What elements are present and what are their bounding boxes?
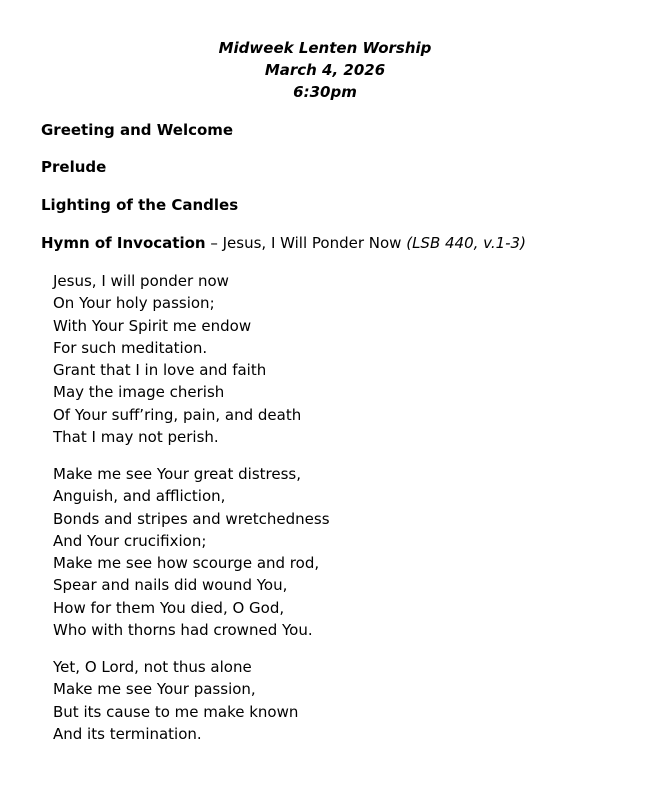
lyric-line: Make me see Your passion, — [53, 680, 256, 699]
order-item-prelude — [41, 156, 106, 178]
service-title: Midweek Lenten Worship — [218, 39, 432, 57]
service-header — [0, 37, 650, 103]
lyric-line: And its termination. — [53, 724, 202, 743]
hymn-stanza-2 — [53, 463, 330, 641]
lyric-line: Spear and nails did wound You, — [53, 576, 288, 595]
hymn-name: – Jesus, I Will Ponder Now — [205, 234, 407, 252]
lyric-line: For such meditation. — [53, 338, 208, 357]
lyric-line: Anguish, and affliction, — [53, 487, 226, 506]
order-item-candles — [41, 194, 238, 216]
lyric-line: Make me see how scourge and rod, — [53, 554, 320, 573]
lyric-line: Of Your suff’ring, pain, and death — [53, 405, 302, 424]
service-date: March 4, 2026 — [264, 61, 386, 79]
lyric-line: Jesus, I will ponder now — [53, 272, 229, 290]
hymn-heading: Hymn of Invocation — [41, 234, 206, 252]
greeting-heading: Greeting and Welcome — [41, 121, 234, 139]
lyric-line: That I may not perish. — [53, 428, 219, 447]
lyric-line: Make me see Your great distress, — [53, 465, 301, 483]
lyric-line: Bonds and stripes and wretchedness — [53, 509, 330, 528]
lyric-line: And Your crucifixion; — [53, 531, 207, 550]
lyric-line: Grant that I in love and faith — [53, 361, 267, 380]
lyric-line: How for them You died, O God, — [53, 598, 285, 617]
lyric-line: Yet, O Lord, not thus alone — [53, 658, 252, 676]
lyric-line: May the image cherish — [53, 383, 225, 402]
lyric-line: On Your holy passion; — [53, 294, 215, 313]
order-item-hymn — [41, 232, 526, 254]
candles-heading: Lighting of the Candles — [41, 196, 239, 214]
hymn-stanza-1 — [53, 270, 301, 448]
prelude-heading: Prelude — [41, 158, 107, 176]
hymn-reference: (LSB 440, v.1-3) — [406, 234, 526, 252]
lyric-line: But its cause to me make known — [53, 702, 299, 721]
lyric-line: With Your Spirit me endow — [53, 316, 252, 335]
service-time: 6:30pm — [293, 83, 357, 101]
lyric-line: Who with thorns had crowned You. — [53, 621, 313, 640]
order-item-greeting — [41, 119, 233, 141]
hymn-stanza-3 — [53, 656, 298, 745]
